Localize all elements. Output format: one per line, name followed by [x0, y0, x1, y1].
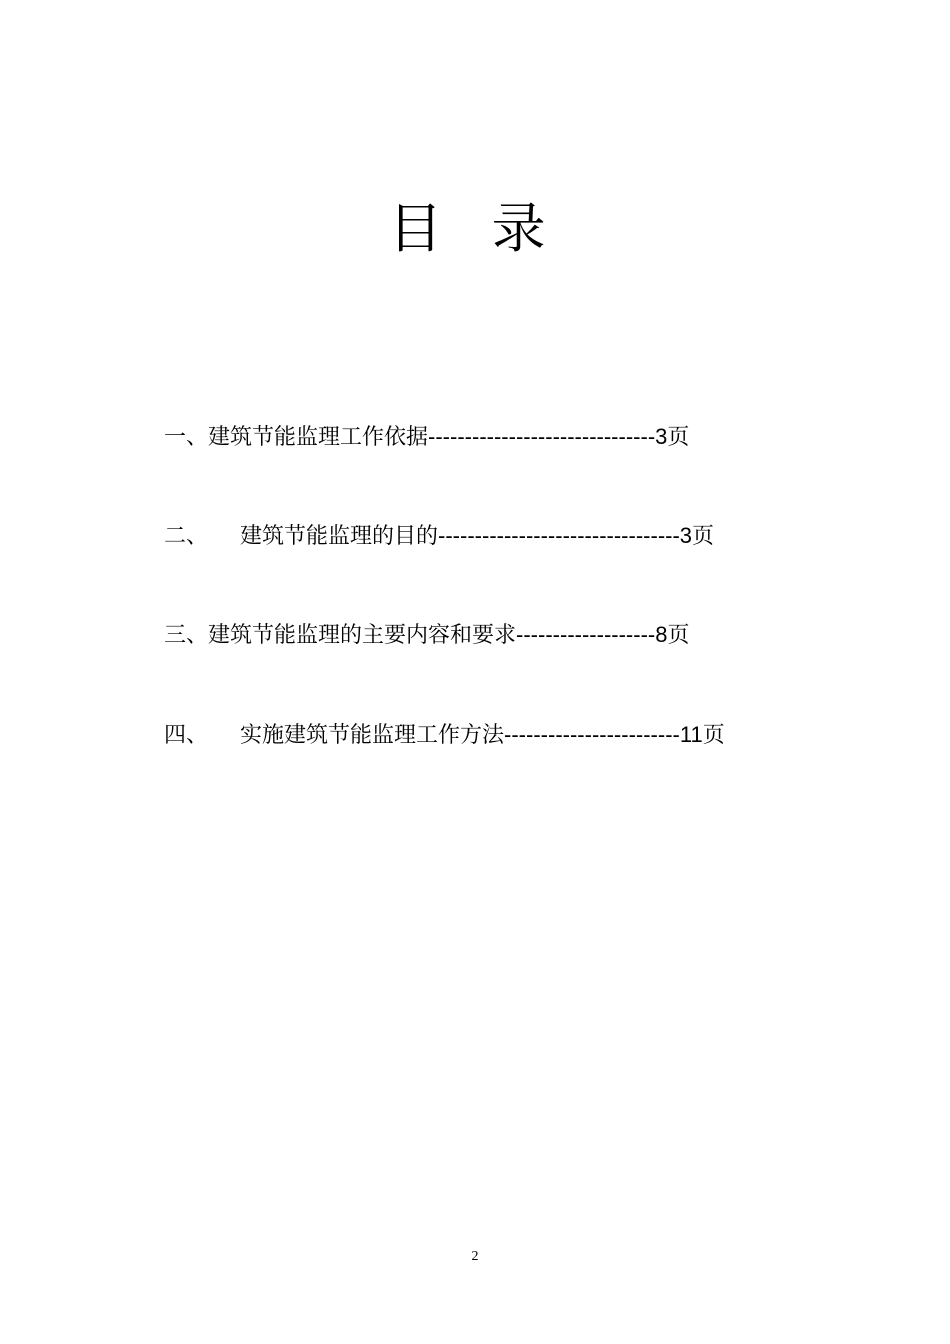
toc-entry-2[interactable]	[164, 521, 714, 552]
toc-entry-text: 建筑节能监理工作依据	[208, 425, 429, 450]
toc-entry-4[interactable]	[164, 720, 725, 751]
page-title: 目 录	[388, 197, 562, 260]
toc-entry-page: 11	[679, 722, 703, 747]
toc-entry-leader: -------------------	[516, 622, 656, 647]
page-number-footer: 2	[471, 1249, 479, 1264]
toc-entry-text: 建筑节能监理的目的	[240, 524, 439, 549]
toc-entry-text: 实施建筑节能监理工作方法	[240, 723, 505, 748]
toc-entry-page: 8	[655, 622, 668, 647]
toc-entry-number: 三、	[164, 623, 209, 648]
toc-entry-leader: -------------------------------	[428, 424, 656, 449]
toc-entry-page-suffix: 页	[667, 425, 690, 450]
toc-entry-leader: ---------------------------------	[438, 523, 680, 548]
toc-entry-page: 3	[655, 424, 668, 449]
toc-entry-page-suffix: 页	[692, 524, 715, 549]
toc-entry-1[interactable]	[164, 422, 689, 453]
toc-entry-page: 3	[679, 523, 693, 548]
toc-entry-number: 一、	[164, 425, 209, 450]
toc-entry-number: 四、	[164, 723, 209, 748]
toc-entry-number: 二、	[164, 524, 209, 549]
toc-entry-page-suffix: 页	[702, 723, 725, 748]
toc-entry-text: 建筑节能监理的主要内容和要求	[208, 623, 517, 648]
toc-entry-3[interactable]	[164, 620, 690, 651]
toc-entry-page-suffix: 页	[667, 623, 690, 648]
toc-entry-leader: ------------------------	[504, 722, 680, 747]
